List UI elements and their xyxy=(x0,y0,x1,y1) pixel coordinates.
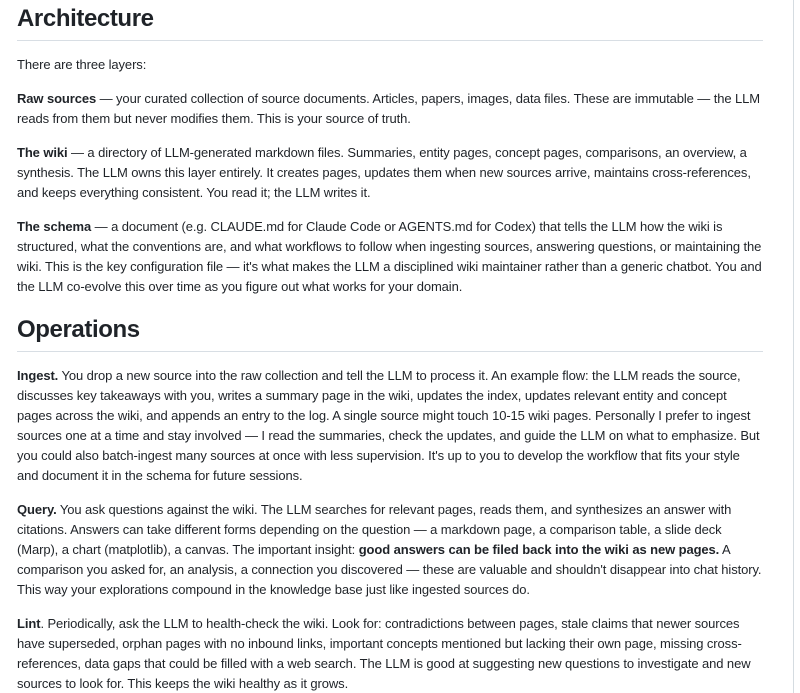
text-segment: You drop a new source into the raw collection and tell the LLM to process it. An example flow: the LLM reads the source, discusses key takeaways with you, writes a summary page in the wiki, updates the index, updates relevant entity and concept pages across the wiki, and appends an entry to the log. A single source might touch 10-15 wiki pages. Personally I prefer to ingest sources one at a time and stay involved — I read the summaries, check the updates, and guide the LLM on what to emphasize. But you could also batch-ingest many sources at once with less supervision. It's up to you to develop the workflow that fits your style and document it in the schema for future sessions. xyxy=(17,368,760,483)
bold-segment: Raw sources xyxy=(17,91,97,106)
bold-segment: Lint xyxy=(17,616,41,631)
text-segment: There are three layers: xyxy=(17,57,147,72)
bold-segment: The wiki xyxy=(17,145,68,160)
text-segment: — your curated collection of source documents. Articles, papers, images, data files. These are immutable — the LLM reads from them but never modifies them. This is your source of truth. xyxy=(17,91,760,126)
bold-segment: good answers can be filed back into the wiki as new pages. xyxy=(358,542,720,557)
paragraph xyxy=(17,55,763,75)
paragraph xyxy=(17,500,763,600)
section-operations xyxy=(17,315,763,693)
text-segment: — a document (e.g. CLAUDE.md for Claude Code or AGENTS.md for Codex) that tells the LLM how the wiki is structured, what the conventions are, and what workflows to follow when ingesting sources, answering questions, or maintaining the wiki. This is the key configuration file — it's what makes the LLM a disciplined wiki maintainer rather than a generic chatbot. You and the LLM co-evolve this over time as you figure out what works for your domain. xyxy=(17,219,762,294)
section-heading: Architecture xyxy=(17,4,763,41)
bold-segment: The schema xyxy=(17,219,92,234)
paragraph xyxy=(17,217,763,297)
text-segment: A comparison you asked for, an analysis, a connection you discovered — these are valuable and shouldn't disappear into chat history. This way your explorations compound in the knowledge base just like ingested sources do. xyxy=(17,542,762,597)
section-heading: Operations xyxy=(17,315,763,352)
bold-segment: Ingest. xyxy=(17,368,59,383)
section-architecture xyxy=(17,4,763,297)
paragraph xyxy=(17,366,763,486)
text-segment: . Periodically, ask the LLM to health-check the wiki. Look for: contradictions between pages, stale claims that newer sources have superseded, orphan pages with no inbound links, important concepts mentioned but lacking their own page, missing cross-references, data gaps that could be filled with a web search. The LLM is good at suggesting new questions to investigate and new sources to look for. This keeps the wiki healthy as it grows. xyxy=(17,616,751,691)
bold-segment: Query. xyxy=(17,502,57,517)
paragraph xyxy=(17,143,763,203)
text-segment: — a directory of LLM-generated markdown files. Summaries, entity pages, concept pages, comparisons, an overview, a synthesis. The LLM owns this layer entirely. It creates pages, updates them when new sources arrive, maintains cross-references, and keeps everything consistent. You read it; the LLM writes it. xyxy=(17,145,751,200)
paragraph xyxy=(17,89,763,129)
text-segment: You ask questions against the wiki. The LLM searches for relevant pages, reads them, and synthesizes an answer with citations. Answers can take different forms depending on the question — a markdown page, a comparison table, a slide deck (Marp), a chart (matplotlib), a canvas. The important insight: xyxy=(17,502,732,557)
paragraph xyxy=(17,614,763,693)
